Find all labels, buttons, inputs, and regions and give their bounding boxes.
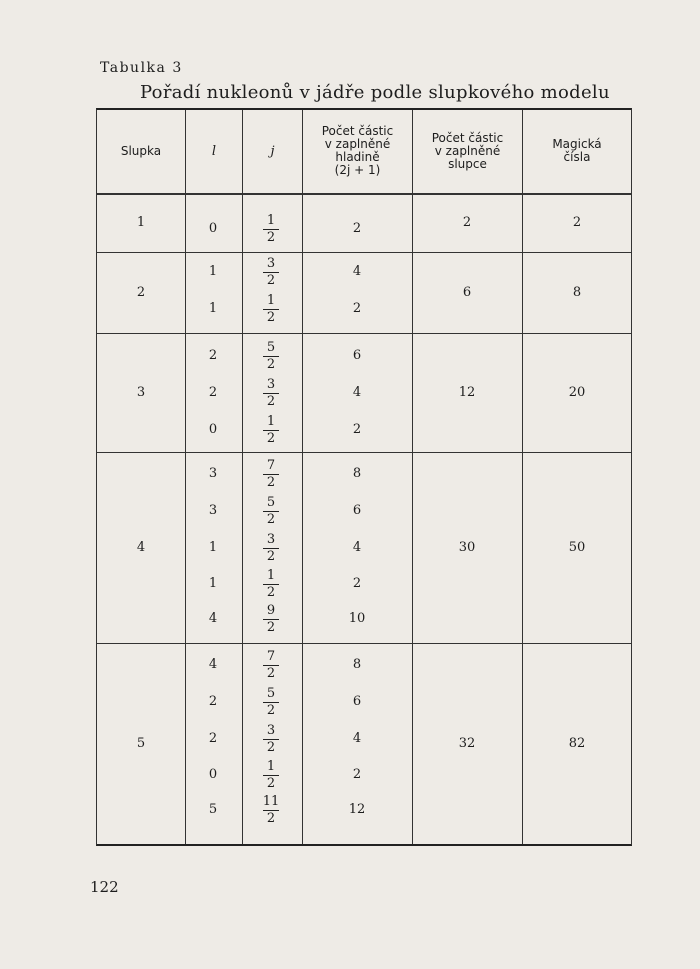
header-l-text: l <box>211 143 217 159</box>
shell-particle-count: 30 <box>458 539 476 555</box>
j-fraction <box>256 496 286 527</box>
j-denominator: 2 <box>266 666 276 681</box>
level-particle-count: 2 <box>352 422 362 437</box>
orbital-l: 1 <box>208 540 218 555</box>
level-particle-count: 6 <box>352 503 362 518</box>
j-denominator: 2 <box>266 703 276 718</box>
orbital-l: 2 <box>208 731 218 746</box>
magic-number: 50 <box>568 539 586 555</box>
header-level-count-line: (2j + 1) <box>334 163 381 177</box>
header-shell-count-line: v zaplněné <box>434 143 501 158</box>
j-fraction <box>256 341 286 372</box>
j-numerator: 5 <box>266 495 276 510</box>
j-denominator: 2 <box>266 620 276 635</box>
level-particle-count: 4 <box>352 540 362 555</box>
header-level-count-line: hladině <box>335 150 380 164</box>
header-l <box>186 110 242 192</box>
table-title: Pořadí nukleonů v jádře podle slupkového modelu <box>140 82 610 103</box>
j-fraction <box>256 378 286 409</box>
shell-group-divider <box>96 333 632 334</box>
j-denominator: 2 <box>266 273 276 288</box>
j-denominator: 2 <box>266 357 276 372</box>
level-particle-count: 4 <box>352 385 362 400</box>
j-numerator: 1 <box>266 213 276 228</box>
column-divider <box>302 110 303 844</box>
header-magic-line: čísla <box>563 150 591 164</box>
orbital-l: 4 <box>208 657 218 672</box>
orbital-l: 0 <box>208 422 218 437</box>
j-numerator: 3 <box>266 256 276 271</box>
j-numerator: 5 <box>266 340 276 355</box>
level-particle-count: 10 <box>348 611 366 626</box>
orbital-l: 1 <box>208 264 218 279</box>
orbital-l: 4 <box>208 611 218 626</box>
j-fraction <box>256 650 286 681</box>
j-numerator: 1 <box>266 293 276 308</box>
level-particle-count: 6 <box>352 694 362 709</box>
j-numerator: 1 <box>266 759 276 774</box>
orbital-l: 3 <box>208 503 218 518</box>
shell-particle-count: 12 <box>458 384 476 400</box>
magic-number: 20 <box>568 384 586 400</box>
header-level-count-line: Počet částic <box>321 124 394 138</box>
header-magic <box>523 110 631 192</box>
shell-number: 1 <box>136 215 146 230</box>
shell-number: 3 <box>136 384 146 400</box>
shell-number: 2 <box>136 284 146 300</box>
level-particle-count: 12 <box>348 802 366 817</box>
j-numerator: 3 <box>266 532 276 547</box>
orbital-l: 5 <box>208 802 218 817</box>
j-numerator: 5 <box>266 686 276 701</box>
j-fraction <box>256 533 286 564</box>
level-particle-count: 2 <box>352 576 362 591</box>
header-shell-count-line: slupce <box>448 156 487 171</box>
j-denominator: 2 <box>266 512 276 527</box>
shell-number: 5 <box>136 735 146 751</box>
j-fraction <box>256 604 286 635</box>
orbital-l: 2 <box>208 348 218 363</box>
magic-number: 8 <box>572 284 582 300</box>
shell-particle-count: 6 <box>462 284 472 300</box>
j-numerator: 3 <box>266 377 276 392</box>
level-particle-count: 8 <box>352 657 362 672</box>
header-shell-count-line: Počet částic <box>431 130 504 145</box>
column-divider <box>522 110 523 844</box>
shell-number: 4 <box>136 539 146 555</box>
orbital-l: 2 <box>208 385 218 400</box>
j-denominator: 2 <box>266 475 276 490</box>
j-numerator: 11 <box>262 794 280 809</box>
j-fraction <box>256 724 286 755</box>
table-label: Tabulka 3 <box>100 60 183 76</box>
j-denominator: 2 <box>266 310 276 325</box>
j-fraction <box>256 459 286 490</box>
level-particle-count: 2 <box>352 221 362 236</box>
orbital-l: 0 <box>208 767 218 782</box>
j-fraction <box>256 687 286 718</box>
header-j <box>243 110 302 192</box>
j-fraction <box>256 294 286 325</box>
orbital-l: 1 <box>208 576 218 591</box>
level-particle-count: 8 <box>352 466 362 481</box>
header-magic-line: Magická <box>552 137 602 151</box>
j-denominator: 2 <box>266 394 276 409</box>
shell-particle-count: 2 <box>462 215 472 230</box>
shell-group-divider <box>96 643 632 644</box>
j-numerator: 7 <box>266 458 276 473</box>
j-denominator: 2 <box>266 431 276 446</box>
orbital-l: 2 <box>208 694 218 709</box>
level-particle-count: 4 <box>352 264 362 279</box>
level-particle-count: 6 <box>352 348 362 363</box>
header-level-count-line: v zaplněné <box>324 137 391 151</box>
j-denominator: 2 <box>266 585 276 600</box>
level-particle-count: 2 <box>352 301 362 316</box>
magic-number: 82 <box>568 735 586 751</box>
j-numerator: 1 <box>266 568 276 583</box>
orbital-l: 0 <box>208 221 218 236</box>
header-shell-text: Slupka <box>120 143 162 158</box>
j-denominator: 2 <box>266 776 276 791</box>
shell-group-divider <box>96 452 632 453</box>
j-numerator: 3 <box>266 723 276 738</box>
level-particle-count: 2 <box>352 767 362 782</box>
header-shell-count <box>413 110 522 192</box>
j-fraction <box>256 415 286 446</box>
j-fraction <box>256 257 286 288</box>
j-fraction <box>256 760 286 791</box>
j-fraction <box>256 569 286 600</box>
j-denominator: 2 <box>266 230 276 245</box>
j-numerator: 1 <box>266 414 276 429</box>
page-number: 122 <box>90 878 119 896</box>
header-rule <box>96 193 632 195</box>
j-denominator: 2 <box>266 811 276 826</box>
j-fraction <box>256 214 286 245</box>
shell-group-divider <box>96 252 632 253</box>
orbital-l: 1 <box>208 301 218 316</box>
header-shell <box>97 110 185 192</box>
j-fraction <box>256 795 286 826</box>
j-denominator: 2 <box>266 549 276 564</box>
level-particle-count: 4 <box>352 731 362 746</box>
header-level-count <box>303 110 412 192</box>
magic-number: 2 <box>572 215 582 230</box>
column-divider <box>412 110 413 844</box>
header-j-text: j <box>270 143 275 159</box>
j-denominator: 2 <box>266 740 276 755</box>
orbital-l: 3 <box>208 466 218 481</box>
j-numerator: 7 <box>266 649 276 664</box>
shell-particle-count: 32 <box>458 735 476 751</box>
j-numerator: 9 <box>266 603 276 618</box>
